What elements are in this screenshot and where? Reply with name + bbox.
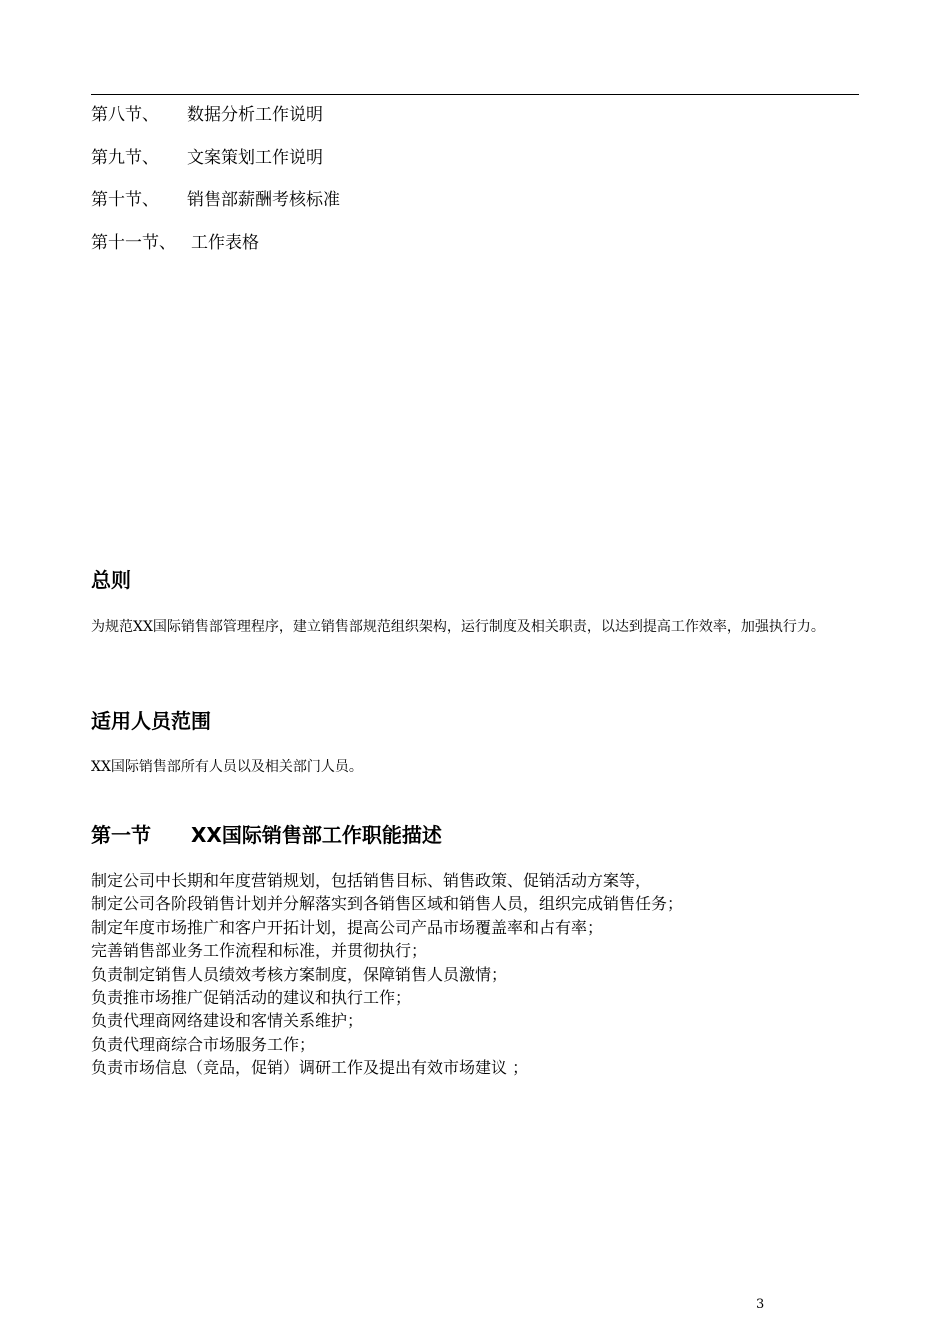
section-number: 第一节 <box>91 823 151 847</box>
toc-item-8 <box>91 102 340 145</box>
toc-title: 工作表格 <box>191 232 259 253</box>
list-item: 制定年度市场推广和客户开拓计划，提高公司产品市场覆盖率和占有率； <box>91 917 604 937</box>
list-item: 制定公司各阶段销售计划并分解落实到各销售区域和销售人员，组织完成销售任务； <box>91 894 684 914</box>
page-number: 3 <box>756 1297 765 1312</box>
toc-title: 销售部薪酬考核标准 <box>187 190 340 210</box>
toc-number: 第九节、 <box>91 147 159 168</box>
general-paragraph: 为规范XX国际销售部管理程序，建立销售部规范组织架构，运行制度及相关职责，以达到提高工作效率，加强执行力。 <box>91 619 825 635</box>
duties-list <box>91 869 683 1080</box>
scope-heading: 适用人员范围 <box>91 709 211 733</box>
list-item: 负责市场信息（竞品，促销）调研工作及提出有效市场建议 ； <box>91 1058 529 1078</box>
list-item: 负责代理商综合市场服务工作； <box>91 1034 316 1054</box>
list-item: 制定公司中长期和年度营销规划，包括销售目标、销售政策、促销活动方案等， <box>91 871 652 890</box>
table-of-contents <box>91 102 340 272</box>
toc-number: 第八节、 <box>91 105 159 125</box>
general-heading: 总则 <box>91 568 131 592</box>
list-item: 负责推市场推广促销活动的建议和执行工作； <box>91 988 412 1008</box>
toc-item-9 <box>91 145 340 188</box>
list-item: 负责制定销售人员绩效考核方案制度，保障销售人员激情； <box>91 964 508 984</box>
scope-paragraph: XX国际销售部所有人员以及相关部门人员。 <box>91 759 363 775</box>
toc-title: 数据分析工作说明 <box>187 105 323 125</box>
toc-item-10 <box>91 187 340 230</box>
toc-item-11 <box>91 230 340 273</box>
toc-number: 第十节、 <box>91 190 159 210</box>
section-1-heading <box>91 820 442 850</box>
toc-number: 第十一节、 <box>91 232 176 253</box>
toc-title: 文案策划工作说明 <box>187 147 323 168</box>
section-title: XX国际销售部工作职能描述 <box>191 823 442 847</box>
list-item: 负责代理商网络建设和客情关系维护； <box>91 1011 364 1031</box>
header-rule <box>91 94 859 95</box>
list-item: 完善销售部业务工作流程和标准，并贯彻执行； <box>91 941 428 961</box>
